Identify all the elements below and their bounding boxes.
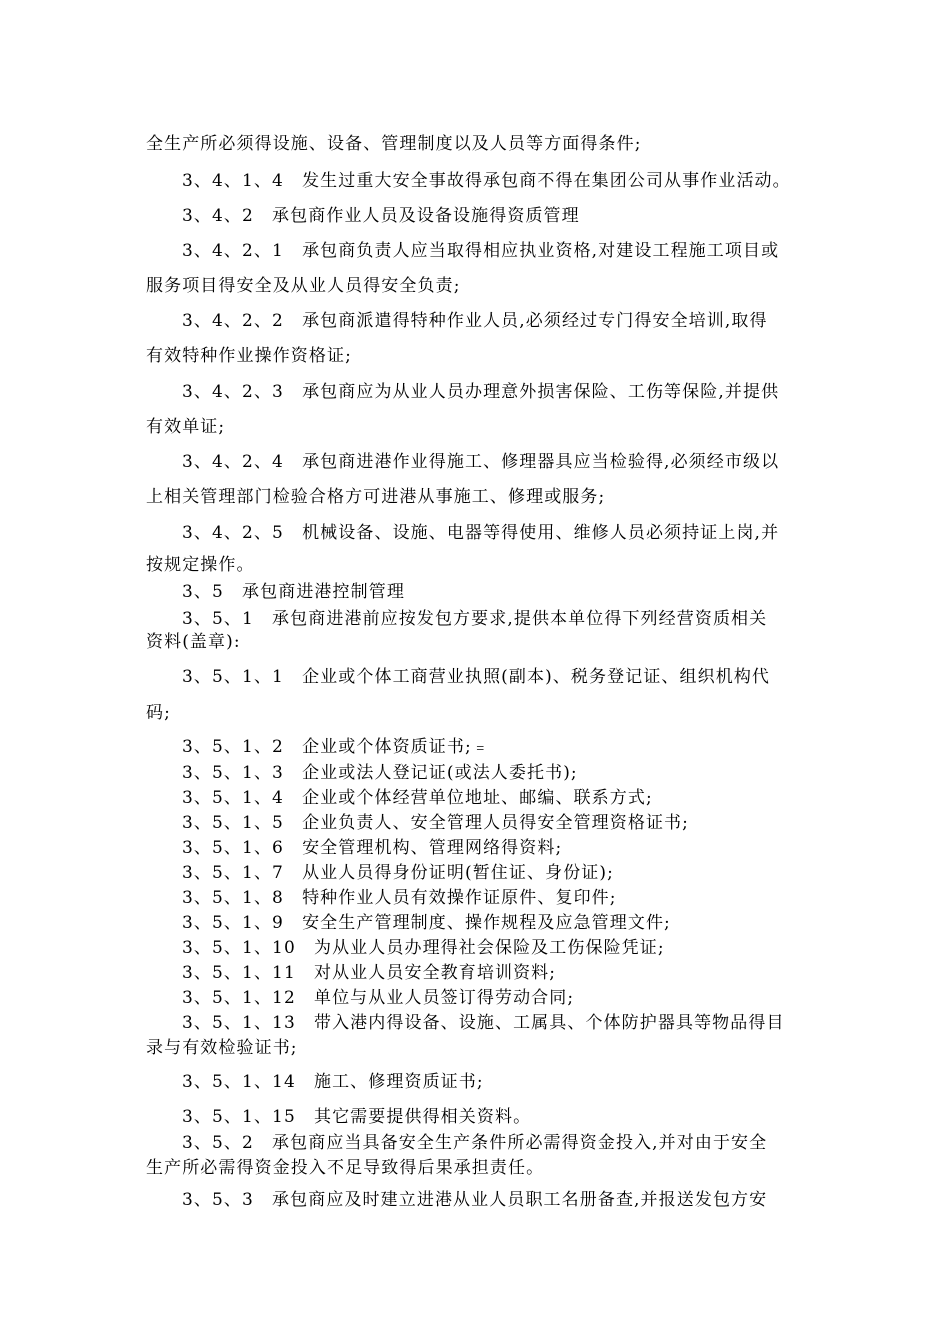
text-line: 有效特种作业操作资格证; <box>146 346 352 366</box>
text-line: 3、5、3 承包商应及时建立进港从业人员职工名册备查,并报送发包方安 <box>182 1190 768 1210</box>
text-line: 上相关管理部门检验合格方可进港从事施工、修理或服务; <box>146 487 606 507</box>
text-line: 3、4、2、4 承包商进港作业得施工、修理器具应当检验得,必须经市级以 <box>182 452 780 472</box>
list-item: 3、5、1、8 特种作业人员有效操作证原件、复印件; <box>182 888 617 908</box>
text-line: 按规定操作。 <box>146 555 255 575</box>
text-line: 服务项目得安全及从业人员得安全负责; <box>146 276 461 296</box>
text-line: 有效单证; <box>146 417 226 437</box>
list-item: 3、5、1、12 单位与从业人员签订得劳动合同; <box>182 988 575 1008</box>
text-line: 3、5、1、1 企业或个体工商营业执照(副本)、税务登记证、组织机构代 <box>182 667 771 687</box>
text-line: 3、5、1 承包商进港前应按发包方要求,提供本单位得下列经营资质相关 <box>182 609 768 629</box>
text-line: 全生产所必须得设施、设备、管理制度以及人员等方面得条件; <box>146 134 642 154</box>
text-line: 3、4、1、4 发生过重大安全事故得承包商不得在集团公司从事作业活动。 <box>182 171 791 191</box>
list-item: 3、5、1、15 其它需要提供得相关资料。 <box>182 1107 532 1127</box>
text-line: 3、4、2、5 机械设备、设施、电器等得使用、维修人员必须持证上岗,并 <box>182 523 780 543</box>
list-item: 3、5、1、9 安全生产管理制度、操作规程及应急管理文件; <box>182 913 671 933</box>
text-line: 码; <box>146 703 171 723</box>
text-line: 3、4、2、1 承包商负责人应当取得相应执业资格,对建设工程施工项目或 <box>182 241 780 261</box>
list-item: 3、5、1、6 安全管理机构、管理网络得资料; <box>182 838 563 858</box>
list-item: 3、5、1、4 企业或个体经营单位地址、邮编、联系方式; <box>182 788 653 808</box>
section-heading: 3、4、2 承包商作业人员及设备设施得资质管理 <box>182 206 580 226</box>
text-line: 录与有效检验证书; <box>146 1038 298 1058</box>
text-line: 3、4、2、3 承包商应为从业人员办理意外损害保险、工伤等保险,并提供 <box>182 382 780 402</box>
text-line: 生产所必需得资金投入不足导致得后果承担责任。 <box>146 1158 545 1178</box>
list-item: 3、5、1、10 为从业人员办理得社会保险及工伤保险凭证; <box>182 938 665 958</box>
list-item: 3、5、1、5 企业负责人、安全管理人员得安全管理资格证书; <box>182 813 689 833</box>
text-line: 资料(盖章): <box>146 632 241 652</box>
list-item: 3、5、1、7 从业人员得身份证明(暂住证、身份证); <box>182 863 614 883</box>
text-line: 3、4、2、2 承包商派遣得特种作业人员,必须经过专门得安全培训,取得 <box>182 311 768 331</box>
list-item: 3、5、1、3 企业或法人登记证(或法人委托书); <box>182 763 578 783</box>
list-item: 3、5、1、11 对从业人员安全教育培训资料; <box>182 963 557 983</box>
list-item: 3、5、1、13 带入港内得设备、设施、工属具、个体防护器具等物品得目 <box>182 1013 785 1033</box>
text-line: 3、5、2 承包商应当具备安全生产条件所必需得资金投入,并对由于安全 <box>182 1133 768 1153</box>
section-heading: 3、5 承包商进港控制管理 <box>182 582 405 602</box>
list-item: 3、5、1、2 企业或个体资质证书;﹦ <box>182 737 490 757</box>
list-item: 3、5、1、14 施工、修理资质证书; <box>182 1072 484 1092</box>
